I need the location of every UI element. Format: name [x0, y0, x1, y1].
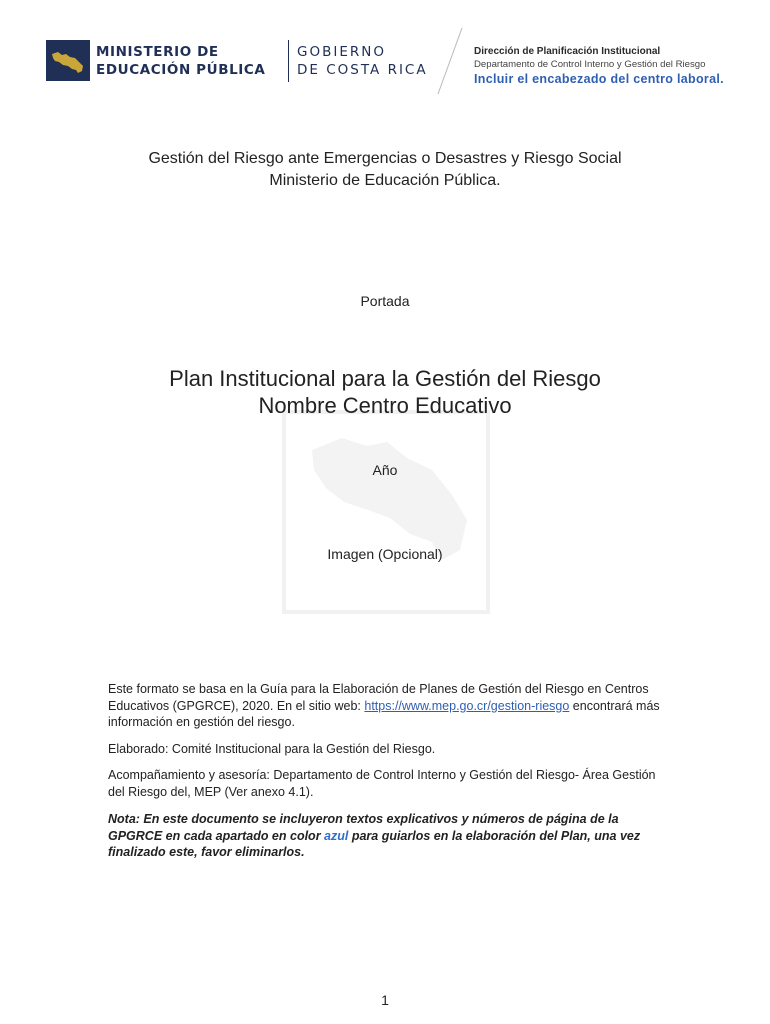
page-number: 1 [381, 992, 389, 1008]
document-title [0, 148, 770, 192]
departamento-label: Departamento de Control Interno y Gestión del Riesgo [474, 59, 706, 70]
header-instruction: Incluir el encabezado del centro laboral. [474, 72, 724, 86]
plan-title [0, 365, 770, 419]
ministerio-wordmark [96, 43, 265, 79]
image-placeholder: Imagen (Opcional) [327, 546, 443, 562]
nota-text-end: para guiarlos en la elaboración del Plan, una vez finalizado este, favor eliminarlos. [108, 828, 641, 859]
guide-reference-text: Este formato se basa en la Guía para la Elaboración de Planes de Gestión del Riesgo en Centros Educativos (GPGRCE), 2020. En el sitio web: [108, 682, 649, 713]
header-department-block [474, 45, 724, 87]
gobierno-wordmark [297, 43, 428, 79]
plan-title-line1: Plan Institucional para la Gestión del Riesgo [169, 366, 601, 391]
ministerio-line1: MINISTERIO DE [96, 44, 219, 60]
acompanamiento-paragraph: Acompañamiento y asesoría: Departamento de Control Interno y Gestión del Riesgo- Área Gestión del Riesgo del, MEP (Ver anexo 4.1). [108, 768, 656, 799]
ministerio-line2: EDUCACIÓN PÚBLICA [96, 62, 266, 78]
direccion-label: Dirección de Planificación Institucional [474, 46, 661, 57]
nota-paragraph [108, 811, 668, 861]
document-title-line1: Gestión del Riesgo ante Emergencias o Desastres y Riesgo Social [148, 150, 622, 167]
mep-logo-icon [46, 40, 90, 81]
nota-text: Nota: En este documento se incluyeron textos explicativos y números de página de la GPGRCE en cada apartado en color [108, 812, 619, 843]
school-name-placeholder: Nombre Centro Educativo [258, 393, 512, 418]
portada-label: Portada [360, 293, 410, 309]
year-placeholder: Año [372, 462, 398, 478]
document-title-line2: Ministerio de Educación Pública. [269, 172, 501, 189]
costa-rica-watermark-icon [282, 410, 490, 614]
gestion-riesgo-link[interactable]: https://www.mep.go.cr/gestion-riesgo [364, 698, 570, 713]
gobierno-line2: DE COSTA RICA [297, 62, 428, 78]
elaborado-paragraph: Elaborado: Comité Institucional para la Gestión del Riesgo. [108, 742, 436, 756]
header-diagonal-divider [432, 26, 466, 96]
nota-blue-word: azul [324, 828, 349, 843]
guide-reference-text-end: encontrará más información en gestión del riesgo. [108, 698, 660, 729]
gobierno-line1: GOBIERNO [297, 44, 386, 60]
guide-reference-paragraph [108, 681, 668, 731]
header-divider [288, 40, 289, 82]
